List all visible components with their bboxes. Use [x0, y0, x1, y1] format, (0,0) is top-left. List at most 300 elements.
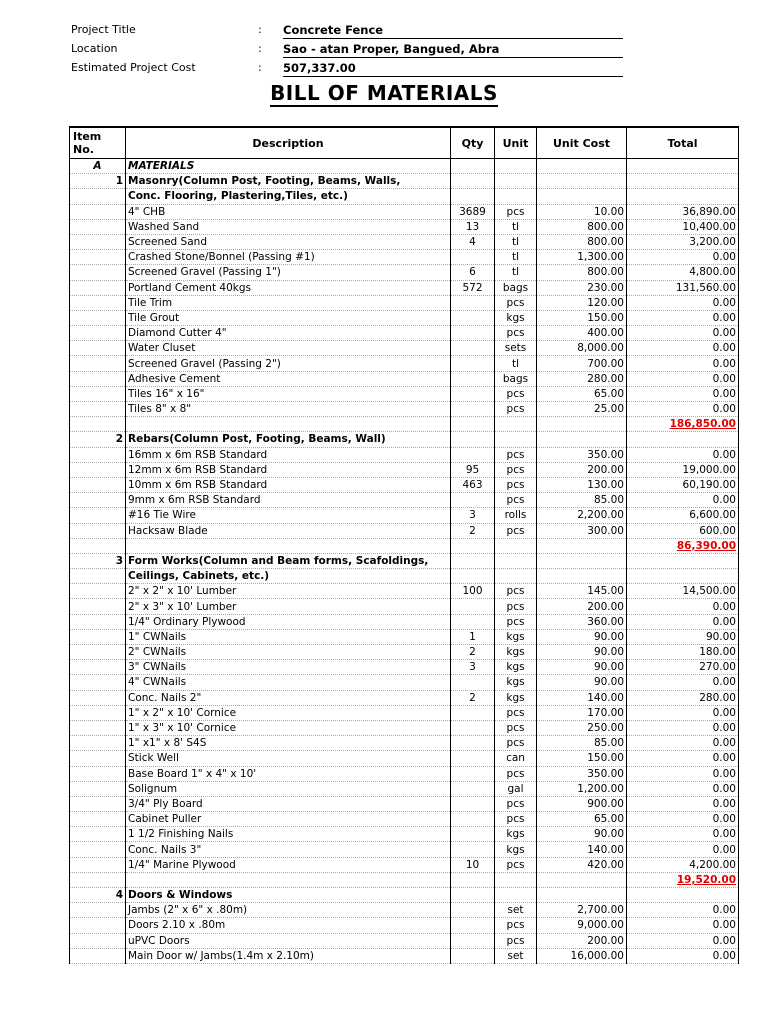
cell-total: 60,190.00 — [627, 477, 739, 492]
cell-desc: Stick Well — [126, 751, 451, 766]
cell-total — [627, 569, 739, 584]
cell-qty — [451, 842, 495, 857]
cell-item — [70, 280, 126, 295]
cell-total: 0.00 — [627, 341, 739, 356]
cell-cost: 400.00 — [537, 326, 627, 341]
cell-cost: 25.00 — [537, 402, 627, 417]
cell-total: 186,850.00 — [627, 417, 739, 432]
cell-total: 19,520.00 — [627, 872, 739, 887]
cell-qty: 3 — [451, 508, 495, 523]
cell-total: 10,400.00 — [627, 219, 739, 234]
cell-qty — [451, 781, 495, 796]
cell-qty — [451, 310, 495, 325]
cell-cost: 1,200.00 — [537, 781, 627, 796]
table-row — [70, 812, 739, 827]
table-row — [70, 219, 739, 234]
cell-cost: 800.00 — [537, 219, 627, 234]
cell-total: 0.00 — [627, 295, 739, 310]
table-row — [70, 720, 739, 735]
cell-qty: 6 — [451, 265, 495, 280]
cell-total — [627, 888, 739, 903]
cell-cost: 16,000.00 — [537, 948, 627, 963]
cell-cost — [537, 872, 627, 887]
cell-desc: Portland Cement 40kgs — [126, 280, 451, 295]
cell-qty: 572 — [451, 280, 495, 295]
table-row — [70, 766, 739, 781]
cell-total: 6,600.00 — [627, 508, 739, 523]
cell-total — [627, 159, 739, 174]
cell-item: 3 — [70, 553, 126, 568]
cell-unit: pcs — [495, 386, 537, 401]
cell-item — [70, 614, 126, 629]
cell-item — [70, 477, 126, 492]
cell-unit: set — [495, 948, 537, 963]
column-header-unit-cost: Unit Cost — [537, 127, 627, 159]
cell-item — [70, 903, 126, 918]
cell-desc: 3" CWNails — [126, 660, 451, 675]
cell-cost: 700.00 — [537, 356, 627, 371]
table-row — [70, 857, 739, 872]
cell-unit — [495, 432, 537, 447]
cell-cost: 150.00 — [537, 751, 627, 766]
cell-desc: Screened Gravel (Passing 1") — [126, 265, 451, 280]
cell-total: 36,890.00 — [627, 204, 739, 219]
column-header-unit: Unit — [495, 127, 537, 159]
cell-qty: 463 — [451, 477, 495, 492]
cell-cost — [537, 553, 627, 568]
cell-unit: set — [495, 903, 537, 918]
cell-total: 0.00 — [627, 705, 739, 720]
cell-desc: 16mm x 6m RSB Standard — [126, 447, 451, 462]
cell-desc: Cabinet Puller — [126, 812, 451, 827]
cell-qty: 2 — [451, 690, 495, 705]
column-header-qty: Qty — [451, 127, 495, 159]
cell-qty — [451, 675, 495, 690]
cell-desc: 1" x 2" x 10' Cornice — [126, 705, 451, 720]
cell-qty — [451, 371, 495, 386]
colon: : — [258, 61, 262, 74]
cell-cost: 2,700.00 — [537, 903, 627, 918]
cell-cost: 145.00 — [537, 584, 627, 599]
cell-qty — [451, 295, 495, 310]
table-row — [70, 310, 739, 325]
cell-item — [70, 690, 126, 705]
table-row — [70, 903, 739, 918]
cell-unit: kgs — [495, 660, 537, 675]
cell-unit — [495, 174, 537, 189]
cell-item — [70, 918, 126, 933]
cell-desc: Diamond Cutter 4" — [126, 326, 451, 341]
cell-unit: pcs — [495, 584, 537, 599]
cell-desc: 1" x1" x 8' S4S — [126, 736, 451, 751]
cell-cost: 2,200.00 — [537, 508, 627, 523]
cell-total: 0.00 — [627, 675, 739, 690]
cell-cost: 170.00 — [537, 705, 627, 720]
cell-item — [70, 219, 126, 234]
cell-unit — [495, 569, 537, 584]
cell-qty — [451, 933, 495, 948]
cell-qty — [451, 189, 495, 204]
cell-qty — [451, 751, 495, 766]
cell-total: 0.00 — [627, 720, 739, 735]
cell-desc: Doors 2.10 x .80m — [126, 918, 451, 933]
table-row — [70, 781, 739, 796]
cell-unit: pcs — [495, 705, 537, 720]
cell-qty — [451, 812, 495, 827]
cell-desc: 4" CWNails — [126, 675, 451, 690]
cell-desc: Adhesive Cement — [126, 371, 451, 386]
cell-item — [70, 948, 126, 963]
cell-total: 0.00 — [627, 402, 739, 417]
page-title-text: BILL OF MATERIALS — [270, 81, 498, 105]
cell-unit — [495, 159, 537, 174]
cell-qty — [451, 250, 495, 265]
cell-desc: Doors & Windows — [126, 888, 451, 903]
cell-unit: kgs — [495, 675, 537, 690]
cell-qty — [451, 569, 495, 584]
cell-item — [70, 569, 126, 584]
cell-unit: pcs — [495, 599, 537, 614]
cell-item — [70, 523, 126, 538]
table-row — [70, 827, 739, 842]
table-row — [70, 508, 739, 523]
cell-unit: kgs — [495, 629, 537, 644]
cost-row — [0, 59, 768, 77]
cell-qty — [451, 493, 495, 508]
table-row — [70, 174, 739, 189]
project-title-value: Concrete Fence — [283, 23, 623, 39]
cell-item — [70, 599, 126, 614]
colon: : — [258, 42, 262, 55]
cell-unit: pcs — [495, 295, 537, 310]
cell-desc: 4" CHB — [126, 204, 451, 219]
cell-item — [70, 720, 126, 735]
cell-unit: pcs — [495, 447, 537, 462]
cell-item: A — [70, 159, 126, 174]
cell-desc: Tile Grout — [126, 310, 451, 325]
table-row — [70, 553, 739, 568]
table-row — [70, 447, 739, 462]
cell-item — [70, 796, 126, 811]
cell-desc: Crashed Stone/Bonnel (Passing #1) — [126, 250, 451, 265]
cell-total: 0.00 — [627, 326, 739, 341]
cell-unit: pcs — [495, 402, 537, 417]
cell-total: 0.00 — [627, 827, 739, 842]
cell-total: 86,390.00 — [627, 538, 739, 553]
cell-item — [70, 705, 126, 720]
cell-item — [70, 295, 126, 310]
cell-cost: 200.00 — [537, 462, 627, 477]
cell-item — [70, 872, 126, 887]
cell-desc: Base Board 1" x 4" x 10' — [126, 766, 451, 781]
cell-cost — [537, 159, 627, 174]
cell-cost: 130.00 — [537, 477, 627, 492]
cell-qty — [451, 918, 495, 933]
cell-unit: pcs — [495, 812, 537, 827]
cell-qty: 1 — [451, 629, 495, 644]
cell-total: 180.00 — [627, 645, 739, 660]
cell-cost — [537, 417, 627, 432]
table-row — [70, 948, 739, 963]
table-row — [70, 842, 739, 857]
cell-total: 0.00 — [627, 447, 739, 462]
table-row — [70, 265, 739, 280]
cell-qty — [451, 341, 495, 356]
cell-unit: kgs — [495, 645, 537, 660]
cell-desc: 2" x 2" x 10' Lumber — [126, 584, 451, 599]
cell-desc: 12mm x 6m RSB Standard — [126, 462, 451, 477]
cell-cost: 140.00 — [537, 690, 627, 705]
cell-cost: 200.00 — [537, 933, 627, 948]
cell-unit: pcs — [495, 523, 537, 538]
location-value: Sao - atan Proper, Bangued, Abra — [283, 42, 623, 58]
cell-desc: 2" x 3" x 10' Lumber — [126, 599, 451, 614]
table-row — [70, 933, 739, 948]
page-title — [0, 81, 768, 105]
colon: : — [258, 23, 262, 36]
cell-desc: Conc. Nails 3" — [126, 842, 451, 857]
cell-total: 0.00 — [627, 356, 739, 371]
cell-desc: Conc. Nails 2" — [126, 690, 451, 705]
table-row — [70, 538, 739, 553]
cell-cost: 280.00 — [537, 371, 627, 386]
cell-item — [70, 736, 126, 751]
cell-qty — [451, 827, 495, 842]
cell-desc: Tiles 16" x 16" — [126, 386, 451, 401]
cell-qty — [451, 538, 495, 553]
cell-cost — [537, 538, 627, 553]
cell-total: 0.00 — [627, 918, 739, 933]
cell-cost: 150.00 — [537, 310, 627, 325]
cell-desc: 1" CWNails — [126, 629, 451, 644]
cell-item — [70, 675, 126, 690]
cell-qty — [451, 614, 495, 629]
cell-unit — [495, 872, 537, 887]
cell-unit — [495, 189, 537, 204]
cell-desc: 9mm x 6m RSB Standard — [126, 493, 451, 508]
cell-total: 600.00 — [627, 523, 739, 538]
cell-cost: 85.00 — [537, 736, 627, 751]
cell-total: 0.00 — [627, 493, 739, 508]
cell-desc: Ceilings, Cabinets, etc.) — [126, 569, 451, 584]
cell-qty — [451, 872, 495, 887]
table-row — [70, 417, 739, 432]
cell-total: 0.00 — [627, 842, 739, 857]
cell-unit: pcs — [495, 736, 537, 751]
cell-unit: kgs — [495, 842, 537, 857]
cell-desc: Jambs (2" x 6" x .80m) — [126, 903, 451, 918]
cell-total — [627, 174, 739, 189]
cell-qty — [451, 356, 495, 371]
table-row — [70, 918, 739, 933]
cell-unit: tl — [495, 234, 537, 249]
table-row — [70, 356, 739, 371]
cell-item — [70, 751, 126, 766]
cell-unit: kgs — [495, 690, 537, 705]
cell-desc: #16 Tie Wire — [126, 508, 451, 523]
cell-qty — [451, 766, 495, 781]
cell-unit: kgs — [495, 827, 537, 842]
table-row — [70, 645, 739, 660]
cell-item — [70, 356, 126, 371]
cell-total: 270.00 — [627, 660, 739, 675]
cell-desc: Hacksaw Blade — [126, 523, 451, 538]
cell-total: 0.00 — [627, 948, 739, 963]
cell-total — [627, 553, 739, 568]
cell-item — [70, 538, 126, 553]
cell-desc — [126, 417, 451, 432]
cell-unit: kgs — [495, 310, 537, 325]
cell-qty: 100 — [451, 584, 495, 599]
column-header-total: Total — [627, 127, 739, 159]
cell-desc: 1" x 3" x 10' Cornice — [126, 720, 451, 735]
cell-unit: can — [495, 751, 537, 766]
cell-qty — [451, 736, 495, 751]
cell-qty — [451, 447, 495, 462]
cell-cost: 1,300.00 — [537, 250, 627, 265]
cell-desc: 2" CWNails — [126, 645, 451, 660]
cell-item: 2 — [70, 432, 126, 447]
table-row — [70, 629, 739, 644]
cost-label: Estimated Project Cost — [71, 61, 196, 74]
cell-qty — [451, 888, 495, 903]
table-row — [70, 569, 739, 584]
cell-total: 90.00 — [627, 629, 739, 644]
cell-desc: Tile Trim — [126, 295, 451, 310]
table-row — [70, 295, 739, 310]
cell-unit: tl — [495, 265, 537, 280]
cell-desc: 3/4" Ply Board — [126, 796, 451, 811]
cell-desc: Rebars(Column Post, Footing, Beams, Wall) — [126, 432, 451, 447]
table-row — [70, 614, 739, 629]
cell-unit — [495, 553, 537, 568]
cell-total: 0.00 — [627, 781, 739, 796]
location-row — [0, 40, 768, 58]
cell-cost: 10.00 — [537, 204, 627, 219]
cell-desc: Masonry(Column Post, Footing, Beams, Walls, — [126, 174, 451, 189]
cell-qty — [451, 796, 495, 811]
cell-cost: 120.00 — [537, 295, 627, 310]
cell-desc: Conc. Flooring, Plastering,Tiles, etc.) — [126, 189, 451, 204]
cell-qty — [451, 599, 495, 614]
cell-cost: 230.00 — [537, 280, 627, 295]
cell-total: 0.00 — [627, 812, 739, 827]
cell-unit: pcs — [495, 796, 537, 811]
cell-unit: bags — [495, 280, 537, 295]
cell-cost: 90.00 — [537, 660, 627, 675]
cell-item — [70, 812, 126, 827]
table-row — [70, 872, 739, 887]
cell-unit: gal — [495, 781, 537, 796]
cell-cost: 65.00 — [537, 386, 627, 401]
cell-qty — [451, 720, 495, 735]
cell-cost: 250.00 — [537, 720, 627, 735]
cell-desc — [126, 538, 451, 553]
cell-item — [70, 842, 126, 857]
cell-unit: pcs — [495, 720, 537, 735]
cell-total: 0.00 — [627, 933, 739, 948]
cell-desc: Main Door w/ Jambs(1.4m x 2.10m) — [126, 948, 451, 963]
cell-unit: pcs — [495, 493, 537, 508]
cell-item — [70, 326, 126, 341]
cell-cost: 360.00 — [537, 614, 627, 629]
cell-unit: pcs — [495, 477, 537, 492]
table-row — [70, 523, 739, 538]
cell-qty — [451, 553, 495, 568]
cell-total: 19,000.00 — [627, 462, 739, 477]
cell-item: 1 — [70, 174, 126, 189]
cell-cost: 350.00 — [537, 447, 627, 462]
cell-qty: 13 — [451, 219, 495, 234]
table-row — [70, 888, 739, 903]
cell-item — [70, 265, 126, 280]
cell-total: 0.00 — [627, 310, 739, 325]
cell-desc: 1/4" Marine Plywood — [126, 857, 451, 872]
cell-unit — [495, 417, 537, 432]
cell-item — [70, 660, 126, 675]
cell-cost — [537, 432, 627, 447]
cell-qty: 10 — [451, 857, 495, 872]
cell-item — [70, 447, 126, 462]
cell-desc: Screened Gravel (Passing 2") — [126, 356, 451, 371]
cell-desc: Tiles 8" x 8" — [126, 402, 451, 417]
table-row — [70, 326, 739, 341]
cell-item — [70, 234, 126, 249]
cell-item — [70, 310, 126, 325]
cell-total: 4,800.00 — [627, 265, 739, 280]
cell-unit: pcs — [495, 857, 537, 872]
cell-unit: pcs — [495, 326, 537, 341]
cell-desc — [126, 872, 451, 887]
materials-table — [69, 126, 739, 964]
cell-item — [70, 629, 126, 644]
cell-qty: 4 — [451, 234, 495, 249]
cell-cost: 90.00 — [537, 827, 627, 842]
cell-item — [70, 493, 126, 508]
cell-item — [70, 204, 126, 219]
table-row — [70, 341, 739, 356]
table-row — [70, 493, 739, 508]
table-row — [70, 675, 739, 690]
cell-total: 14,500.00 — [627, 584, 739, 599]
cell-cost — [537, 189, 627, 204]
table-row — [70, 705, 739, 720]
cell-desc: Form Works(Column and Beam forms, Scafoldings, — [126, 553, 451, 568]
cell-item — [70, 857, 126, 872]
cell-total: 0.00 — [627, 766, 739, 781]
cell-desc: Solignum — [126, 781, 451, 796]
cell-item — [70, 189, 126, 204]
column-header-description: Description — [126, 127, 451, 159]
cell-item — [70, 781, 126, 796]
cell-cost: 65.00 — [537, 812, 627, 827]
cell-item — [70, 386, 126, 401]
cell-unit: rolls — [495, 508, 537, 523]
cell-item — [70, 508, 126, 523]
cell-cost: 8,000.00 — [537, 341, 627, 356]
table-row — [70, 234, 739, 249]
cell-total — [627, 432, 739, 447]
cell-item — [70, 402, 126, 417]
cell-unit — [495, 538, 537, 553]
cell-qty: 3689 — [451, 204, 495, 219]
cell-cost: 90.00 — [537, 629, 627, 644]
cell-desc: uPVC Doors — [126, 933, 451, 948]
table-row — [70, 204, 739, 219]
cell-cost: 800.00 — [537, 234, 627, 249]
cell-total: 0.00 — [627, 903, 739, 918]
cell-cost: 900.00 — [537, 796, 627, 811]
